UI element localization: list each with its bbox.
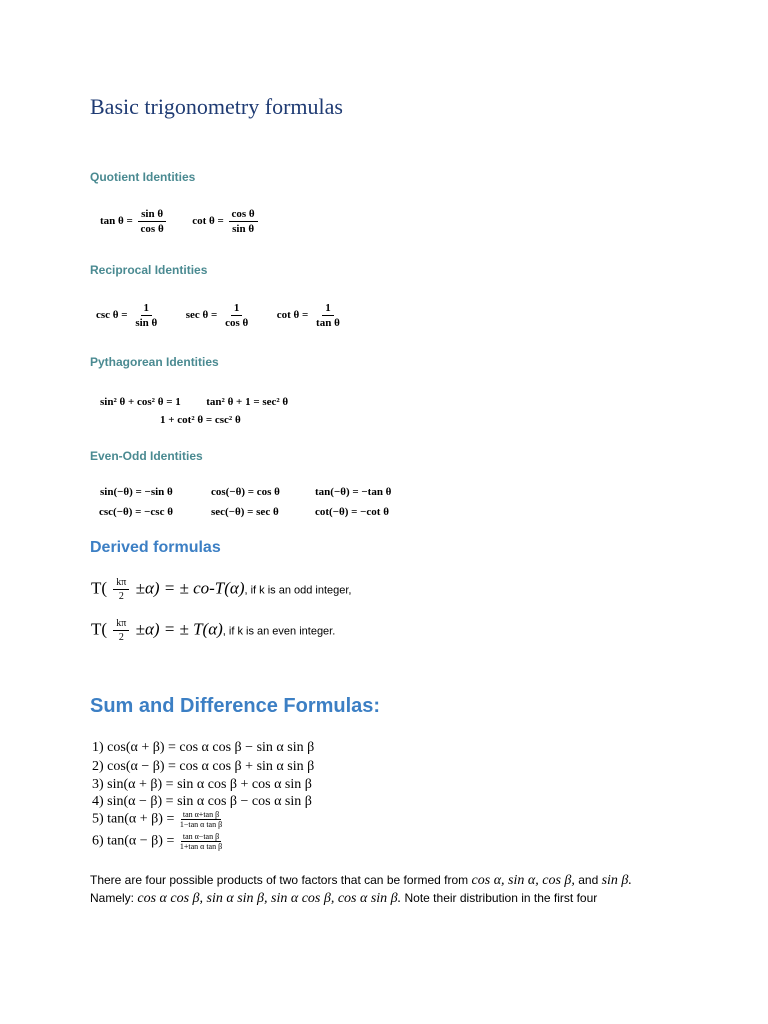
even-odd-identities-heading: Even-Odd Identities [90, 449, 203, 463]
sum-diff-formula-6: 6) tan(α − β) = $\frac{\text{tan α−tan β}}{\text{1+tan α tan β}}$ [92, 832, 223, 851]
cot-fraction: $\frac{\text{cos θ}}{\text{sin θ}}$ [229, 208, 258, 235]
cot-lhs: cot θ = [192, 215, 224, 228]
pythagorean-line-2: 1 + cot² θ = csc² θ [160, 414, 241, 426]
quotient-identities-heading: Quotient Identities [90, 170, 196, 184]
sum-difference-heading: Sum and Difference Formulas: [90, 695, 381, 717]
derived-formula-odd: T( $\frac{k\pi}{2}$ ±α) = ± co-T(α), if k is an odd integer, [91, 577, 352, 602]
tan-diff-fraction: $\frac{\text{tan α−tan β}}{\text{1+tan α tan β}}$ [179, 832, 223, 851]
sum-diff-formula-4: 4) sin(α − β) = sin α cos β − cos α sin β [92, 794, 312, 809]
k-pi-over-2-fraction: $\frac{k\pi}{2}$ [113, 577, 129, 602]
page-title: Basic trigonometry formulas [90, 94, 343, 119]
even-odd-r2c3: cot(−θ) = −cot θ [315, 506, 389, 518]
quotient-identities-formulas [100, 208, 260, 235]
even-odd-r2c1: csc(−θ) = −csc θ [99, 506, 173, 518]
sec-fraction: $\frac{1}{\text{cos θ}}$ [225, 302, 249, 329]
derived-formula-even: T( $\frac{k\pi}{2}$ ±α) = ± T(α), if k is an even integer. [91, 618, 336, 643]
reciprocal-identities-heading: Reciprocal Identities [90, 263, 208, 277]
products-paragraph-line-2: Namely: cos α cos β, sin α sin β, sin α cos β, cos α sin β. Note their distribution in the first four [90, 891, 598, 906]
even-odd-r1c1: sin(−θ) = −sin θ [100, 486, 173, 498]
tan-sum-fraction: $\frac{\text{tan α+tan β}}{\text{1−tan α tan β}}$ [179, 810, 223, 829]
cot-reciprocal-fraction: $\frac{1}{\text{tan θ}}$ [316, 302, 340, 329]
pythagorean-line-1: sin² θ + cos² θ = 1 tan² θ + 1 = sec² θ [100, 396, 289, 408]
even-odd-r1c2: cos(−θ) = cos θ [211, 486, 280, 498]
tan-fraction: $\frac{\text{sin θ}}{\text{cos θ}}$ [138, 208, 167, 235]
products-paragraph-line-1: There are four possible products of two factors that can be formed from cos α, sin α, cos β, and sin β. [90, 873, 632, 888]
tan-lhs: tan θ = [100, 215, 133, 228]
pythagorean-identities-heading: Pythagorean Identities [90, 355, 219, 369]
csc-fraction: $\frac{1}{\text{sin θ}}$ [135, 302, 158, 329]
even-odd-r2c2: sec(−θ) = sec θ [211, 506, 279, 518]
sum-diff-formula-1: 1) cos(α + β) = cos α cos β − sin α sin β [92, 740, 315, 755]
even-odd-r1c3: tan(−θ) = −tan θ [315, 486, 392, 498]
derived-formulas-heading: Derived formulas [90, 539, 221, 556]
k-pi-over-2-fraction: $\frac{k\pi}{2}$ [113, 618, 129, 643]
reciprocal-identities-formulas: csc θ = $\frac{1}{\text{sin θ}}$ sec θ = $\frac{1}{\text{cos θ}}$ cot θ = $\frac{1}{\text{tan θ}}$ [96, 302, 345, 329]
sum-diff-formula-5: 5) tan(α + β) = $\frac{\text{tan α+tan β}}{\text{1−tan α tan β}}$ [92, 810, 223, 829]
sum-diff-formula-3: 3) sin(α + β) = sin α cos β + cos α sin β [92, 777, 312, 792]
sum-diff-formula-2: 2) cos(α − β) = cos α cos β + sin α sin β [92, 759, 315, 774]
